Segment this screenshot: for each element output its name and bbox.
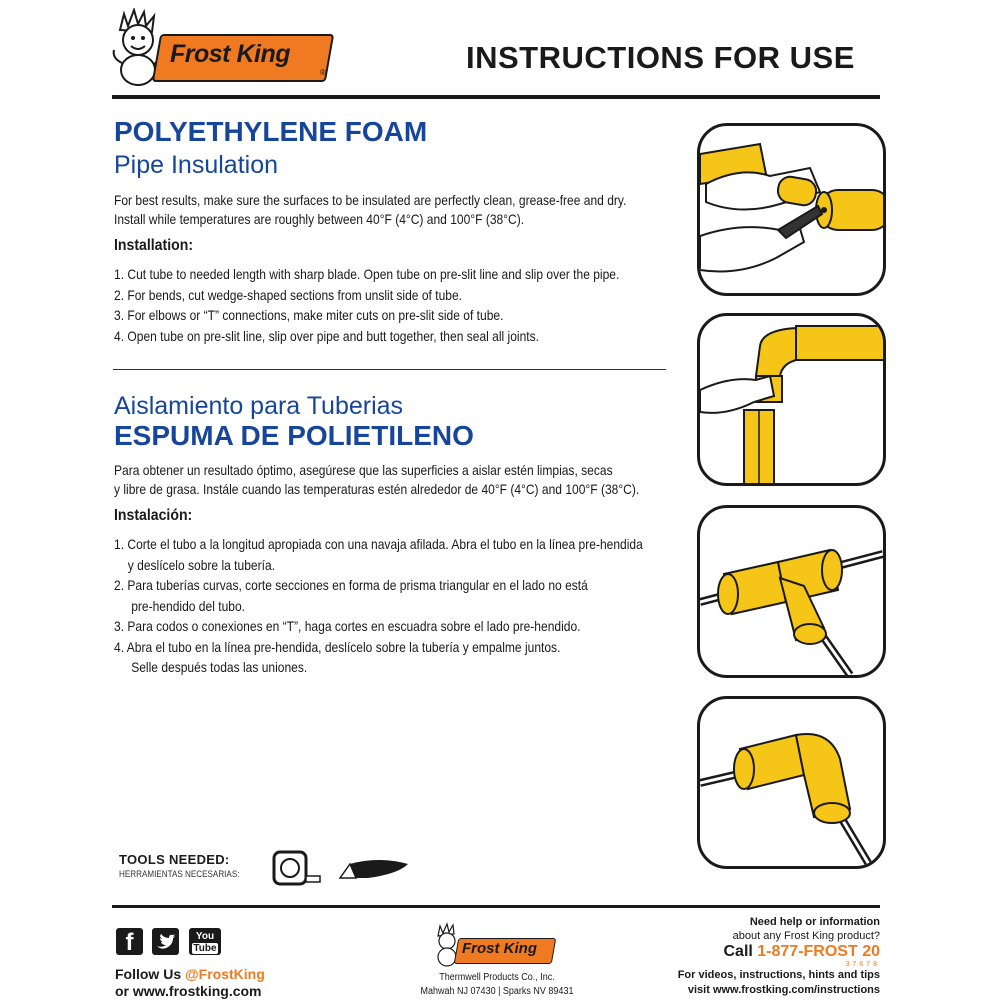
website-link[interactable]: or www.frostking.com [115, 983, 262, 999]
call-prefix: Call [723, 943, 758, 960]
spanish-intro [114, 461, 639, 499]
spanish-intro-line: Para obtener un resultado óptimo, asegúrese que las superficies a aislar estén limpias, secas [114, 462, 613, 478]
step-item: 1. Cut tube to needed length with sharp blade. Open tube on pre-slit line and slip over the pipe. [114, 266, 620, 282]
logo-text: Frost King [462, 940, 537, 957]
english-steps [114, 264, 619, 346]
tools-heading: TOOLS NEEDED: [119, 852, 230, 867]
help-text: about any Frost King product? [732, 930, 880, 942]
twitter-icon[interactable] [152, 928, 179, 955]
step-item: 4. Open tube on pre-slit line, slip over pipe and butt together, then seal all joints. [114, 327, 540, 344]
english-steps-heading: Installation: [114, 237, 194, 254]
step-line: Selle después todas las uniones. [131, 659, 308, 675]
step-line: y deslícelo sobre la tubería. [127, 556, 276, 573]
company-address: Mahwah NJ 07430 | Sparks NV 89431 [420, 986, 574, 997]
spanish-steps-heading: Instalación: [114, 507, 193, 524]
tape-measure-icon [272, 850, 322, 886]
social-handle-link[interactable]: @FrostKing [185, 966, 265, 982]
utility-knife-icon [338, 856, 410, 882]
step-item: 2. For bends, cut wedge-shaped sections from unslit side of tube. [114, 286, 463, 303]
english-title: POLYETHYLENE FOAM [114, 116, 428, 147]
call-line [723, 943, 880, 961]
illustration-t-connection [697, 505, 886, 678]
follow-us [115, 966, 265, 982]
youtube-label: You [195, 931, 215, 942]
brand-logo [108, 8, 330, 88]
header-divider [112, 95, 880, 99]
tools-heading-spanish: HERRAMIENTAS NECESARIAS: [119, 869, 240, 879]
illustration-elbow [697, 696, 886, 869]
step-line: 2. Para tuberías curvas, corte secciones en forma de prisma triangular en el lado no está [114, 577, 588, 593]
youtube-label: Tube [193, 943, 217, 954]
company-name: Thermwell Products Co., Inc. [439, 972, 555, 983]
logo-text: Frost King [170, 40, 290, 68]
english-subtitle: Pipe Insulation [114, 151, 279, 179]
illustration-miter-bend [697, 313, 886, 486]
facebook-icon[interactable]: f [116, 928, 143, 955]
follow-prefix: Follow Us [115, 966, 185, 982]
illustration-cut-tube [697, 123, 886, 296]
english-intro-line: For best results, make sure the surfaces to be insulated are perfectly clean, grease-free and dry. [114, 192, 627, 208]
registered-mark: ® [320, 68, 326, 77]
spanish-subtitle: Aislamiento para Tuberias [114, 392, 404, 420]
english-intro-line: Install while temperatures are roughly between 40°F (4°C) and 100°F (38°C). [114, 211, 525, 227]
step-line: 4. Abra el tubo en la línea pre-hendida, deslícelo sobre la tubería y empalme juntos. [114, 638, 561, 655]
section-divider [113, 369, 666, 370]
phone-number-link[interactable]: 1-877-FROST 20 [757, 943, 880, 960]
step-item [114, 637, 643, 678]
step-line: 1. Corte el tubo a la longitud apropiada con una navaja afilada. Abra el tubo en la línea pre-hendida [114, 536, 643, 552]
step-item [114, 616, 643, 637]
spanish-steps [114, 534, 643, 678]
videos-text: For videos, instructions, hints and tips [677, 969, 880, 981]
spanish-title: ESPUMA DE POLIETILENO [114, 420, 474, 451]
spanish-intro-line: y libre de grasa. Instále cuando las temperaturas estén alrededor de 40°F (4°C) and 100°F (38°C). [114, 481, 640, 497]
step-line: pre-hendido del tubo. [131, 597, 246, 614]
step-item [114, 534, 643, 575]
step-line: 3. Para codos o conexiones en “T”, haga cortes en escuadra sobre el lado pre-hendido. [114, 618, 581, 634]
youtube-icon[interactable] [189, 928, 221, 955]
footer-logo [432, 922, 557, 968]
step-item [114, 575, 643, 616]
phone-digits: 37678 [845, 961, 880, 968]
instructions-link[interactable]: visit www.frostking.com/instructions [687, 984, 880, 996]
help-text: Need help or information [749, 916, 880, 928]
step-item: 3. For elbows or “T” connections, make miter cuts on pre-slit side of tube. [114, 307, 504, 323]
footer-divider [112, 905, 880, 908]
english-intro [114, 191, 626, 229]
page-title: INSTRUCTIONS FOR USE [466, 40, 855, 75]
